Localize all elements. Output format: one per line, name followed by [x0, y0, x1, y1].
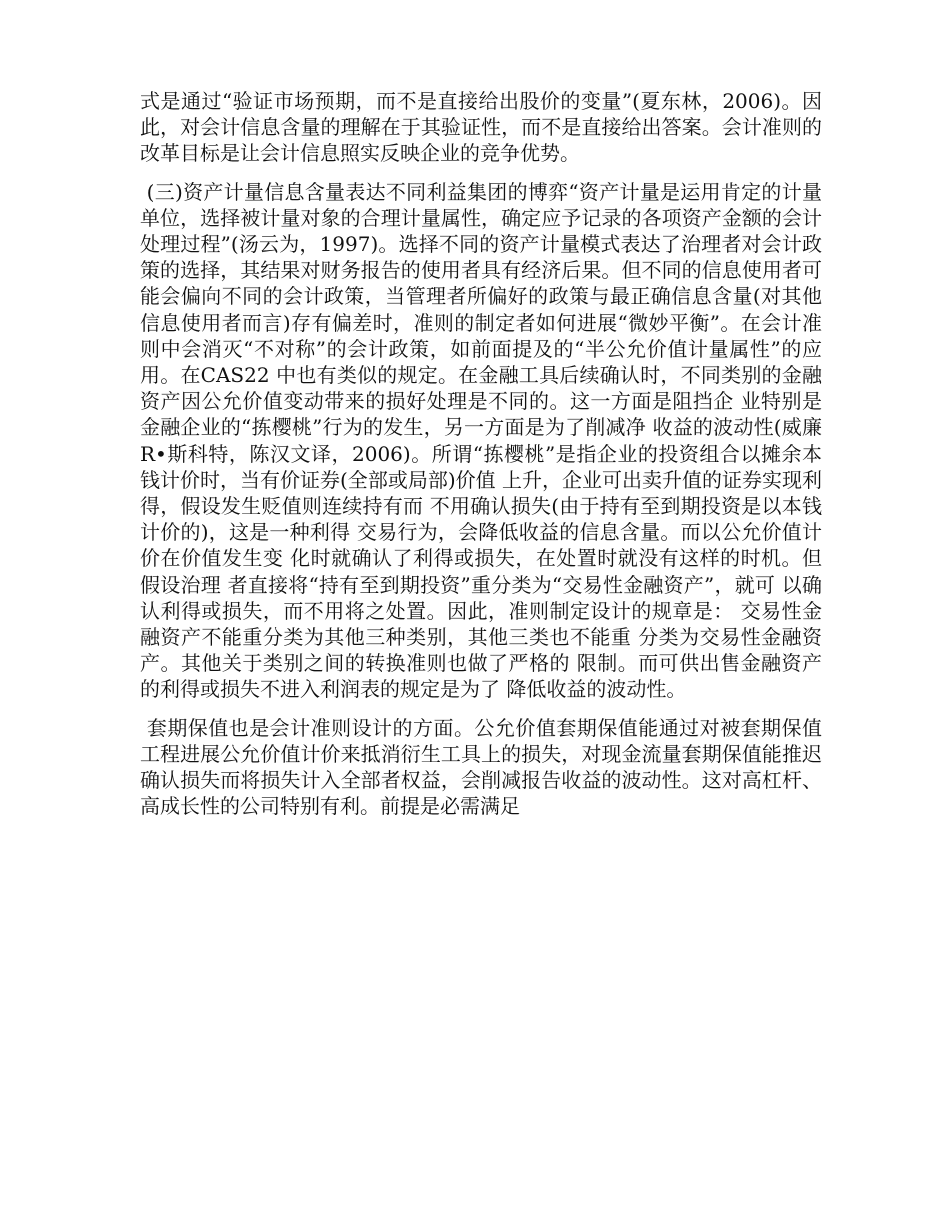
paragraph-hedging: 套期保值也是会计准则设计的方面。公允价值套期保值能通过对被套期保值工程进展公允价值计价来抵消衍生工具上的损失，对现金流量套期保值能推迟确认损失而将损失计入全部者权益，会削减报告收益的波动性。这对高杠杆、高成长性的公司特别有利。前提是必需满足 — [140, 715, 823, 819]
paragraph-verification: 式是通过“验证市场预期，而不是直接给出股价的变量”(夏东林，2006)。因此，对会计信息含量的理解在于其验证性，而不是直接给出答案。会计准则的改革目标是让会计信息照实反映企业的竞争优势。 — [140, 89, 822, 166]
body-text — [140, 88, 829, 819]
paragraph-asset-measurement: (三)资产计量信息含量表达不同利益集团的博弈“资产计量是运用肯定的计量单位，选择被计量对象的合理计量属性，确定应予记录的各项资产金额的会计处理过程”(汤云为，1997)。选择不同的资产计量模式表达了治理者对会计政策的选择，其结果对财务报告的使用者具有经济后果。但不同的信息使用者可能会偏向不同的会计政策，当管理者所偏好的政策与最正确信息含量(对其他信息使用者而言)存有偏差时，准则的制定者如何进展“微妙平衡”。在会计准则中会消灭“不对称”的会计政策，如前面提及的“半公允价值计量属性”的应用。在CAS22 中也有类似的规定。在金融工具后续确认时，不同类别的金融资产因公允价值变动带来的损好处理是不同的。这一方面是阻挡企 业特别是金融企业的“拣樱桃”行为的发生，另一方面是为了削减净 收益的波动性(威廉 R•斯科特，陈汉文译，2006)。所谓“拣樱桃”是指企业的投资组合以摊余本钱计价时，当有价证券(全部或局部)价值 上升，企业可出卖升值的证券实现利得，假设发生贬值则连续持有而 不用确认损失(由于持有至到期投资是以本钱计价的)，这是一种利得 交易行为，会降低收益的信息含量。而以公允价值计价在价值发生变 化时就确认了利得或损失，在处置时就没有这样的时机。但假设治理 者直接将“持有至到期投资”重分类为“交易性金融资产”，就可 以确认利得或损失，而不用将之处置。因此，准则制定设计的规章是： 交易性金融资产不能重分类为其他三种类别，其他三类也不能重 分类为交易性金融资产。其他关于类别之间的转换准则也做了严格的 限制。而可供出售金融资产的利得或损失不进入利润表的规定是为了 降低收益的波动性。 — [140, 179, 829, 702]
